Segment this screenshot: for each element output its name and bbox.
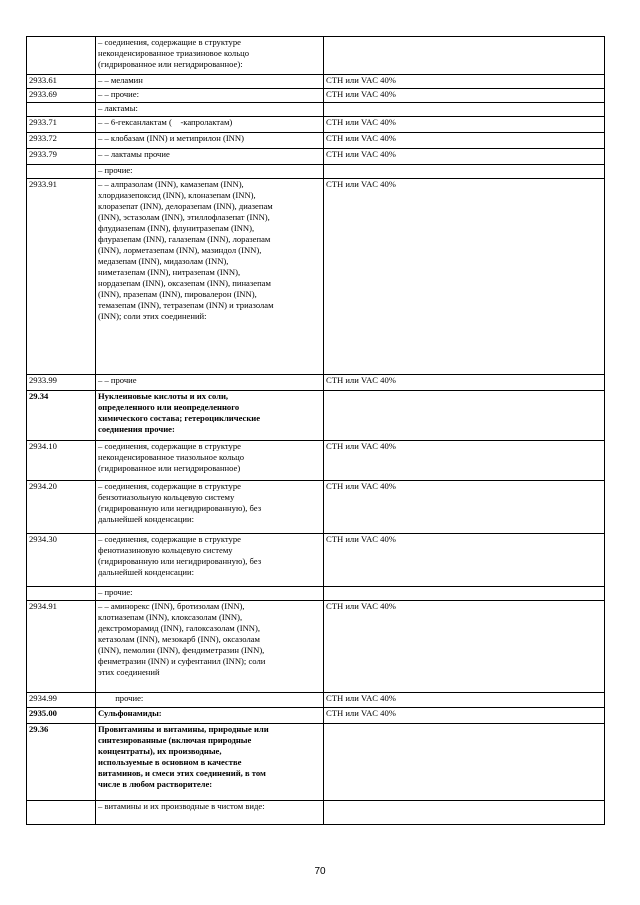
description-line: синтезированные (включая природные <box>98 735 252 745</box>
table-row <box>27 693 605 708</box>
tariff-table-body <box>27 37 605 825</box>
description-line: прочие: <box>98 693 144 703</box>
hs-code-cell: 2933.91 <box>27 179 96 375</box>
description-line: – – алпразолам (INN), камазепам (INN), <box>98 179 244 189</box>
description-cell <box>96 89 324 103</box>
table-row <box>27 149 605 165</box>
description-cell <box>96 708 324 724</box>
tariff-table <box>26 36 605 825</box>
description-line: – прочие: <box>98 587 133 597</box>
description-line: флудиазепам (INN), флунитразепам (INN), <box>98 223 255 233</box>
description-cell <box>96 801 324 825</box>
description-line: числе в любом растворителе: <box>98 779 213 789</box>
table-row <box>27 103 605 117</box>
table-row <box>27 117 605 133</box>
description-line: темазепам (INN), тетразепам (INN) и триазолам <box>98 300 274 310</box>
description-line: фенметразин (INN) и суфентанил (INN); соли <box>98 656 266 666</box>
origin-rule-cell: СТН или VAC 40% <box>324 708 605 724</box>
origin-rule-cell: СТН или VAC 40% <box>324 375 605 391</box>
description-line: – соединения, содержащие в структуре <box>98 534 241 544</box>
description-line: клоразепат (INN), делоразепам (INN), диазепам <box>98 201 273 211</box>
description-cell <box>96 179 324 375</box>
description-cell <box>96 37 324 75</box>
table-row <box>27 133 605 149</box>
description-line: этих соединений <box>98 667 160 677</box>
description-cell <box>96 375 324 391</box>
hs-code-cell: 2933.79 <box>27 149 96 165</box>
hs-code-cell <box>27 37 96 75</box>
origin-rule-cell <box>324 391 605 441</box>
description-line: – – меламин <box>98 75 143 85</box>
description-cell <box>96 117 324 133</box>
page-number: 70 <box>314 866 326 877</box>
hs-code-cell <box>27 165 96 179</box>
table-row <box>27 165 605 179</box>
description-line: – – прочие <box>98 375 137 385</box>
hs-code-cell: 2934.91 <box>27 601 96 693</box>
table-row <box>27 587 605 601</box>
description-line: витаминов, и смеси этих соединений, в том <box>98 768 266 778</box>
description-cell <box>96 441 324 481</box>
description-line: хлордиазепоксид (INN), клоназепам (INN), <box>98 190 256 200</box>
description-line: – – 6-гексанлактам ( -капролактам) <box>98 117 233 127</box>
table-row <box>27 37 605 75</box>
origin-rule-cell <box>324 103 605 117</box>
description-line: – соединения, содержащие в структуре <box>98 37 241 47</box>
table-row <box>27 75 605 89</box>
description-line: – – клобазам (INN) и метиприлон (INN) <box>98 133 244 143</box>
hs-code-cell: 2934.30 <box>27 534 96 587</box>
table-row <box>27 391 605 441</box>
origin-rule-cell: СТН или VAC 40% <box>324 481 605 534</box>
table-row <box>27 601 605 693</box>
description-line: определенного или неопределенного <box>98 402 240 412</box>
description-line: – прочие: <box>98 165 133 175</box>
description-line: – – лактамы прочие <box>98 149 170 159</box>
origin-rule-cell <box>324 587 605 601</box>
description-cell <box>96 103 324 117</box>
description-line: (гидрированную или негидрированную), без <box>98 556 262 566</box>
description-line: ниметазепам (INN), нитразепам (INN), <box>98 267 241 277</box>
description-line: (INN), пемолин (INN), фендиметразин (INN), <box>98 645 265 655</box>
description-line: дальнейшей конденсации: <box>98 514 194 524</box>
hs-code-cell <box>27 103 96 117</box>
table-row <box>27 534 605 587</box>
description-line: бензотиазольную кольцевую систему <box>98 492 235 502</box>
hs-code-cell <box>27 587 96 601</box>
table-row <box>27 481 605 534</box>
description-cell <box>96 481 324 534</box>
description-line: неконденсированное тиазольное кольцо <box>98 452 245 462</box>
table-row <box>27 179 605 375</box>
description-cell <box>96 724 324 801</box>
description-line: Нуклеиновые кислоты и их соли, <box>98 391 229 401</box>
description-line: неконденсированное триазиновое кольцо <box>98 48 250 58</box>
description-cell <box>96 149 324 165</box>
hs-code-cell: 2933.61 <box>27 75 96 89</box>
table-row <box>27 708 605 724</box>
hs-code-cell: 2935.00 <box>27 708 96 724</box>
table-row <box>27 801 605 825</box>
description-cell <box>96 133 324 149</box>
origin-rule-cell <box>324 801 605 825</box>
description-cell <box>96 391 324 441</box>
hs-code-cell: 2933.72 <box>27 133 96 149</box>
description-line: – – аминорекс (INN), бротизолам (INN), <box>98 601 245 611</box>
description-line: клотиазепам (INN), клоксазолам (INN), <box>98 612 243 622</box>
origin-rule-cell <box>324 165 605 179</box>
origin-rule-cell: СТН или VAC 40% <box>324 133 605 149</box>
description-cell <box>96 534 324 587</box>
hs-code-cell: 2934.99 <box>27 693 96 708</box>
hs-code-cell: 2933.99 <box>27 375 96 391</box>
description-cell <box>96 165 324 179</box>
description-line: дальнейшей конденсации: <box>98 567 194 577</box>
hs-code-cell: 2934.10 <box>27 441 96 481</box>
description-line: декстроморамид (INN), галоксазолам (INN), <box>98 623 261 633</box>
description-line: (гидрированное или негидрированное): <box>98 59 243 69</box>
description-line: – – прочие: <box>98 89 139 99</box>
description-line: (гидрированное или негидрированное) <box>98 463 241 473</box>
hs-code-cell: 2933.69 <box>27 89 96 103</box>
description-line: кетазолам (INN), мезокарб (INN), оксазолам <box>98 634 260 644</box>
description-line: (INN), празепам (INN), пировалерон (INN), <box>98 289 257 299</box>
origin-rule-cell: СТН или VAC 40% <box>324 117 605 133</box>
table-row <box>27 441 605 481</box>
origin-rule-cell: СТН или VAC 40% <box>324 693 605 708</box>
description-cell <box>96 75 324 89</box>
hs-code-cell: 2934.20 <box>27 481 96 534</box>
description-line: – соединения, содержащие в структуре <box>98 481 241 491</box>
origin-rule-cell: СТН или VAC 40% <box>324 534 605 587</box>
hs-code-cell <box>27 801 96 825</box>
description-line: – соединения, содержащие в структуре <box>98 441 241 451</box>
description-cell <box>96 587 324 601</box>
origin-rule-cell: СТН или VAC 40% <box>324 179 605 375</box>
description-line: – лактамы: <box>98 103 138 113</box>
description-line: (INN); соли этих соединений: <box>98 311 207 321</box>
origin-rule-cell <box>324 37 605 75</box>
description-line: (гидрированную или негидрированную), без <box>98 503 262 513</box>
description-line: нордазепам (INN), оксазепам (INN), пиназепам <box>98 278 271 288</box>
description-line: используемые в основном в качестве <box>98 757 242 767</box>
description-line: – витамины и их производные в чистом виде: <box>98 801 265 811</box>
description-line: концентраты), их производные, <box>98 746 222 756</box>
origin-rule-cell: СТН или VAC 40% <box>324 441 605 481</box>
description-line: соединения прочие: <box>98 424 175 434</box>
table-row <box>27 89 605 103</box>
hs-code-cell: 2933.71 <box>27 117 96 133</box>
origin-rule-cell: СТН или VAC 40% <box>324 149 605 165</box>
description-line: (INN), лорметазепам (INN), мазиндол (INN), <box>98 245 262 255</box>
origin-rule-cell: СТН или VAC 40% <box>324 89 605 103</box>
table-row <box>27 724 605 801</box>
description-line: Провитамины и витамины, природные или <box>98 724 269 734</box>
table-row <box>27 375 605 391</box>
description-line: Сульфонамиды: <box>98 708 162 718</box>
origin-rule-cell: СТН или VAC 40% <box>324 75 605 89</box>
description-line: фенотиазиновую кольцевую систему <box>98 545 233 555</box>
description-line: медазепам (INN), мидазолам (INN), <box>98 256 229 266</box>
origin-rule-cell <box>324 724 605 801</box>
description-line: химического состава; гетероциклические <box>98 413 261 423</box>
description-line: (INN), эстазолам (INN), этиллофлазепат (INN), <box>98 212 270 222</box>
description-line: флуразепам (INN), галазепам (INN), лоразепам <box>98 234 271 244</box>
hs-code-cell: 29.34 <box>27 391 96 441</box>
description-cell <box>96 693 324 708</box>
description-cell <box>96 601 324 693</box>
origin-rule-cell: СТН или VAC 40% <box>324 601 605 693</box>
hs-code-cell: 29.36 <box>27 724 96 801</box>
